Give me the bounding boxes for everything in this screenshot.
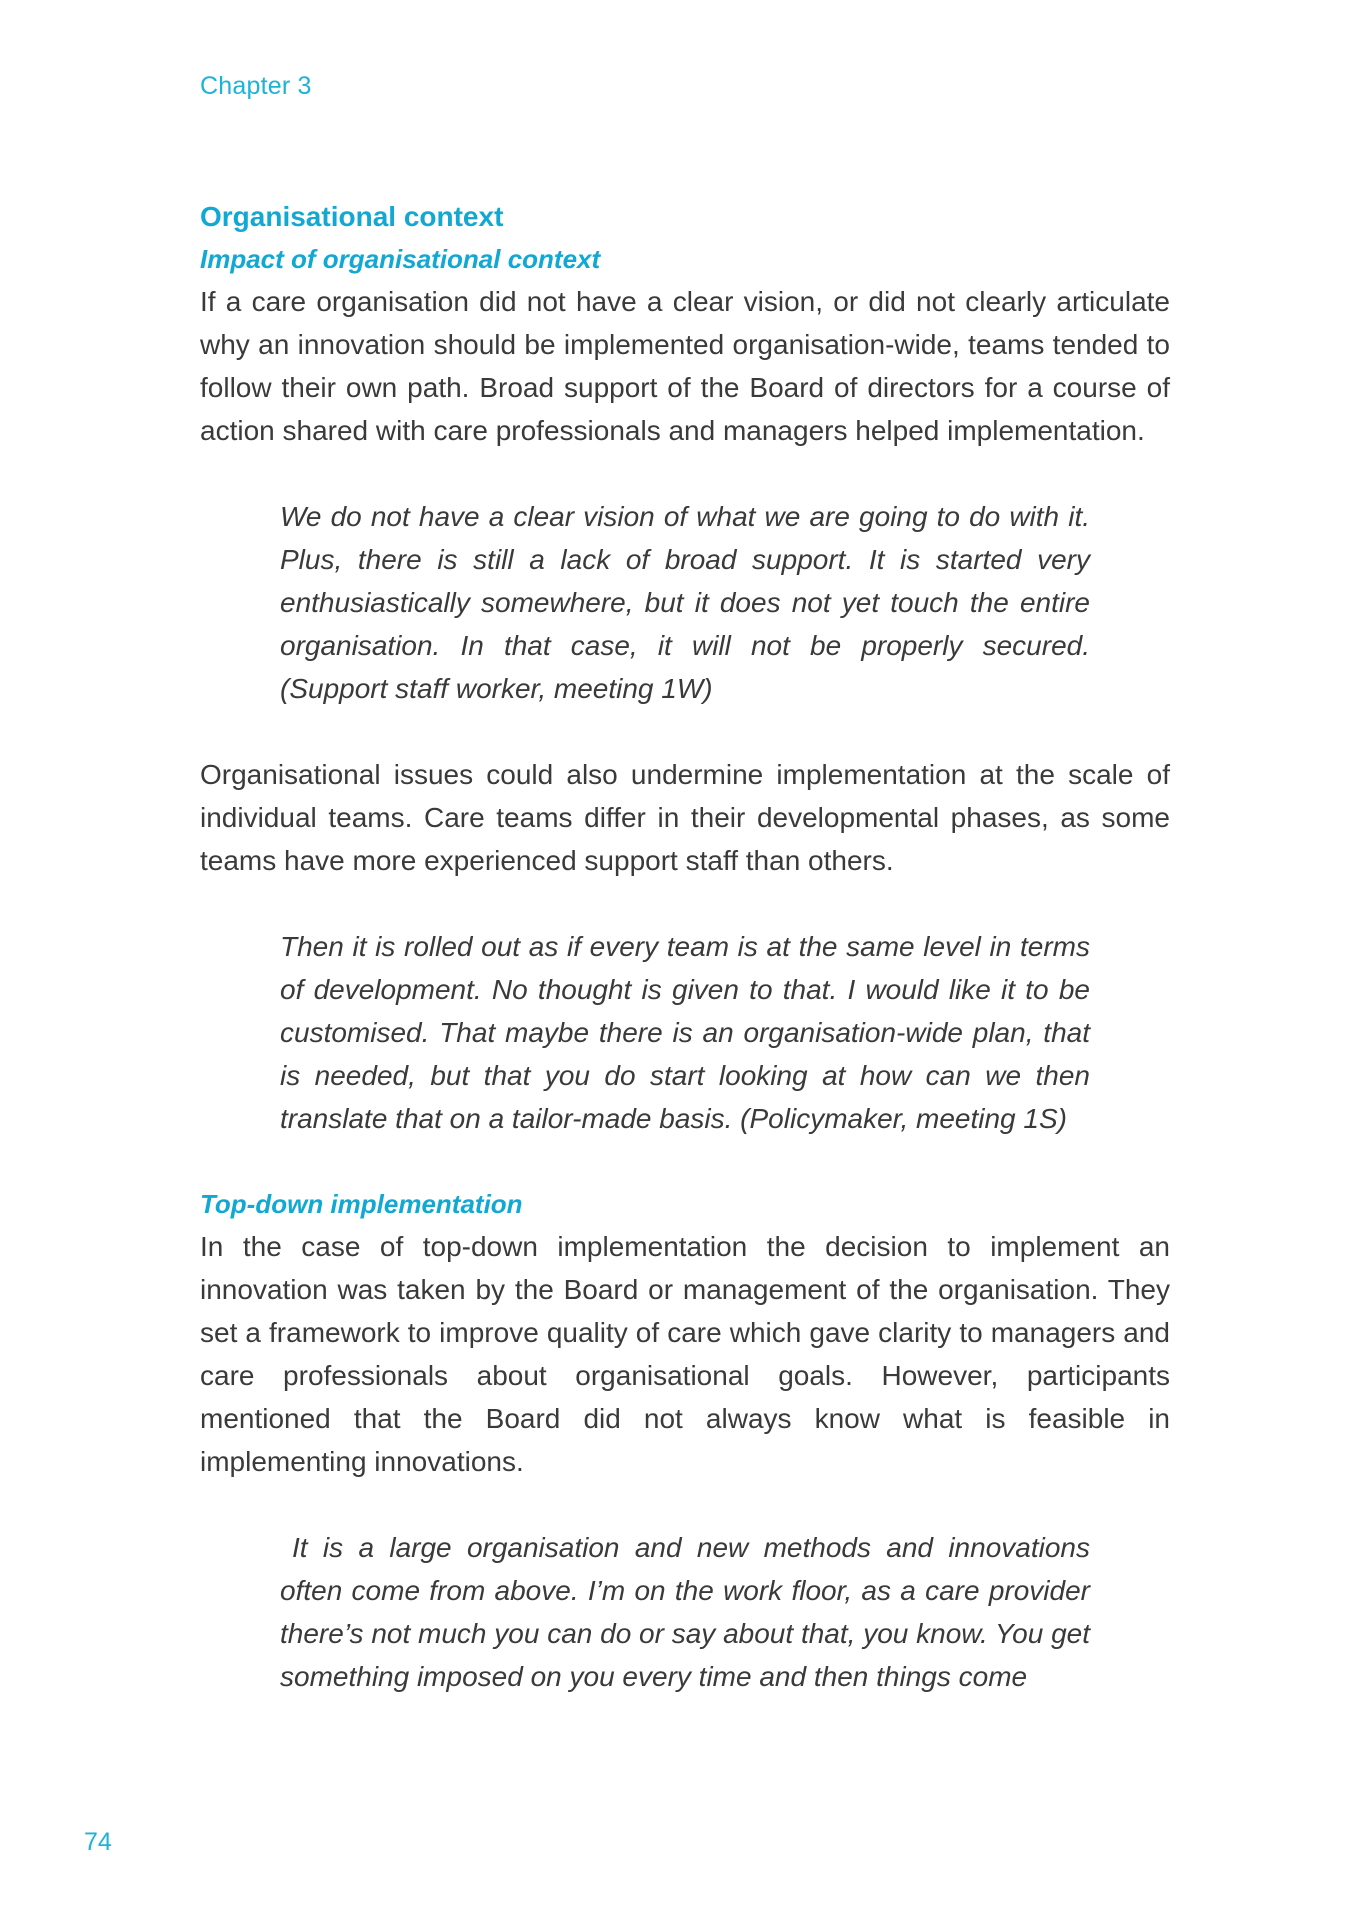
running-head: Chapter 3 xyxy=(200,72,312,100)
paragraph-impact-1: If a care organisation did not have a clear vision, or did not clearly articulate why an innovation should be implemented organisation-wide, teams tended to follow their own path. Broad support of the Board of directors for a course of action shared with care professionals and managers helped implementation. xyxy=(200,286,1170,446)
page-content xyxy=(200,196,1170,1698)
spacer xyxy=(200,1140,1170,1183)
section-heading: Organisational context xyxy=(200,201,504,232)
subheading-impact: Impact of organisational context xyxy=(200,244,601,274)
spacer xyxy=(200,1483,1170,1526)
quote-policymaker: Then it is rolled out as if every team is at the same level in terms of development. No thought is given to that. I would like it to be customised. That maybe there is an organisation-wide plan, that is needed, but that you do start looking at how can we then translate that on a tailor-made basis. (Policymaker, meeting 1S) xyxy=(280,931,1090,1134)
page-number: 74 xyxy=(84,1828,112,1856)
spacer xyxy=(200,882,1170,925)
paragraph-impact-2: Organisational issues could also undermine implementation at the scale of individual teams. Care teams differ in their developmental phases, as some teams have more experienced support staff than others. xyxy=(200,759,1170,876)
spacer xyxy=(200,710,1170,753)
spacer xyxy=(200,452,1170,495)
quote-support-staff: We do not have a clear vision of what we are going to do with it. Plus, there is still a lack of broad support. It is started very enthusiastically somewhere, but it does not yet touch the entire organisation. In that case, it will not be properly secured. (Support staff worker, meeting 1W) xyxy=(280,501,1090,704)
paragraph-top-down-1: In the case of top-down implementation the decision to implement an innovation was taken by the Board or management of the organisation. They set a framework to improve quality of care which gave clarity to managers and care professionals about organisational goals. However, participants mentioned that the Board did not always know what is feasible in implementing innovations. xyxy=(200,1231,1170,1477)
quote-care-provider: It is a large organisation and new methods and innovations often come from above. I’m on the work floor, as a care provider there’s not much you can do or say about that, you know. You get something imposed on you every time and then things come xyxy=(280,1532,1090,1692)
subheading-top-down: Top-down implementation xyxy=(200,1189,523,1219)
